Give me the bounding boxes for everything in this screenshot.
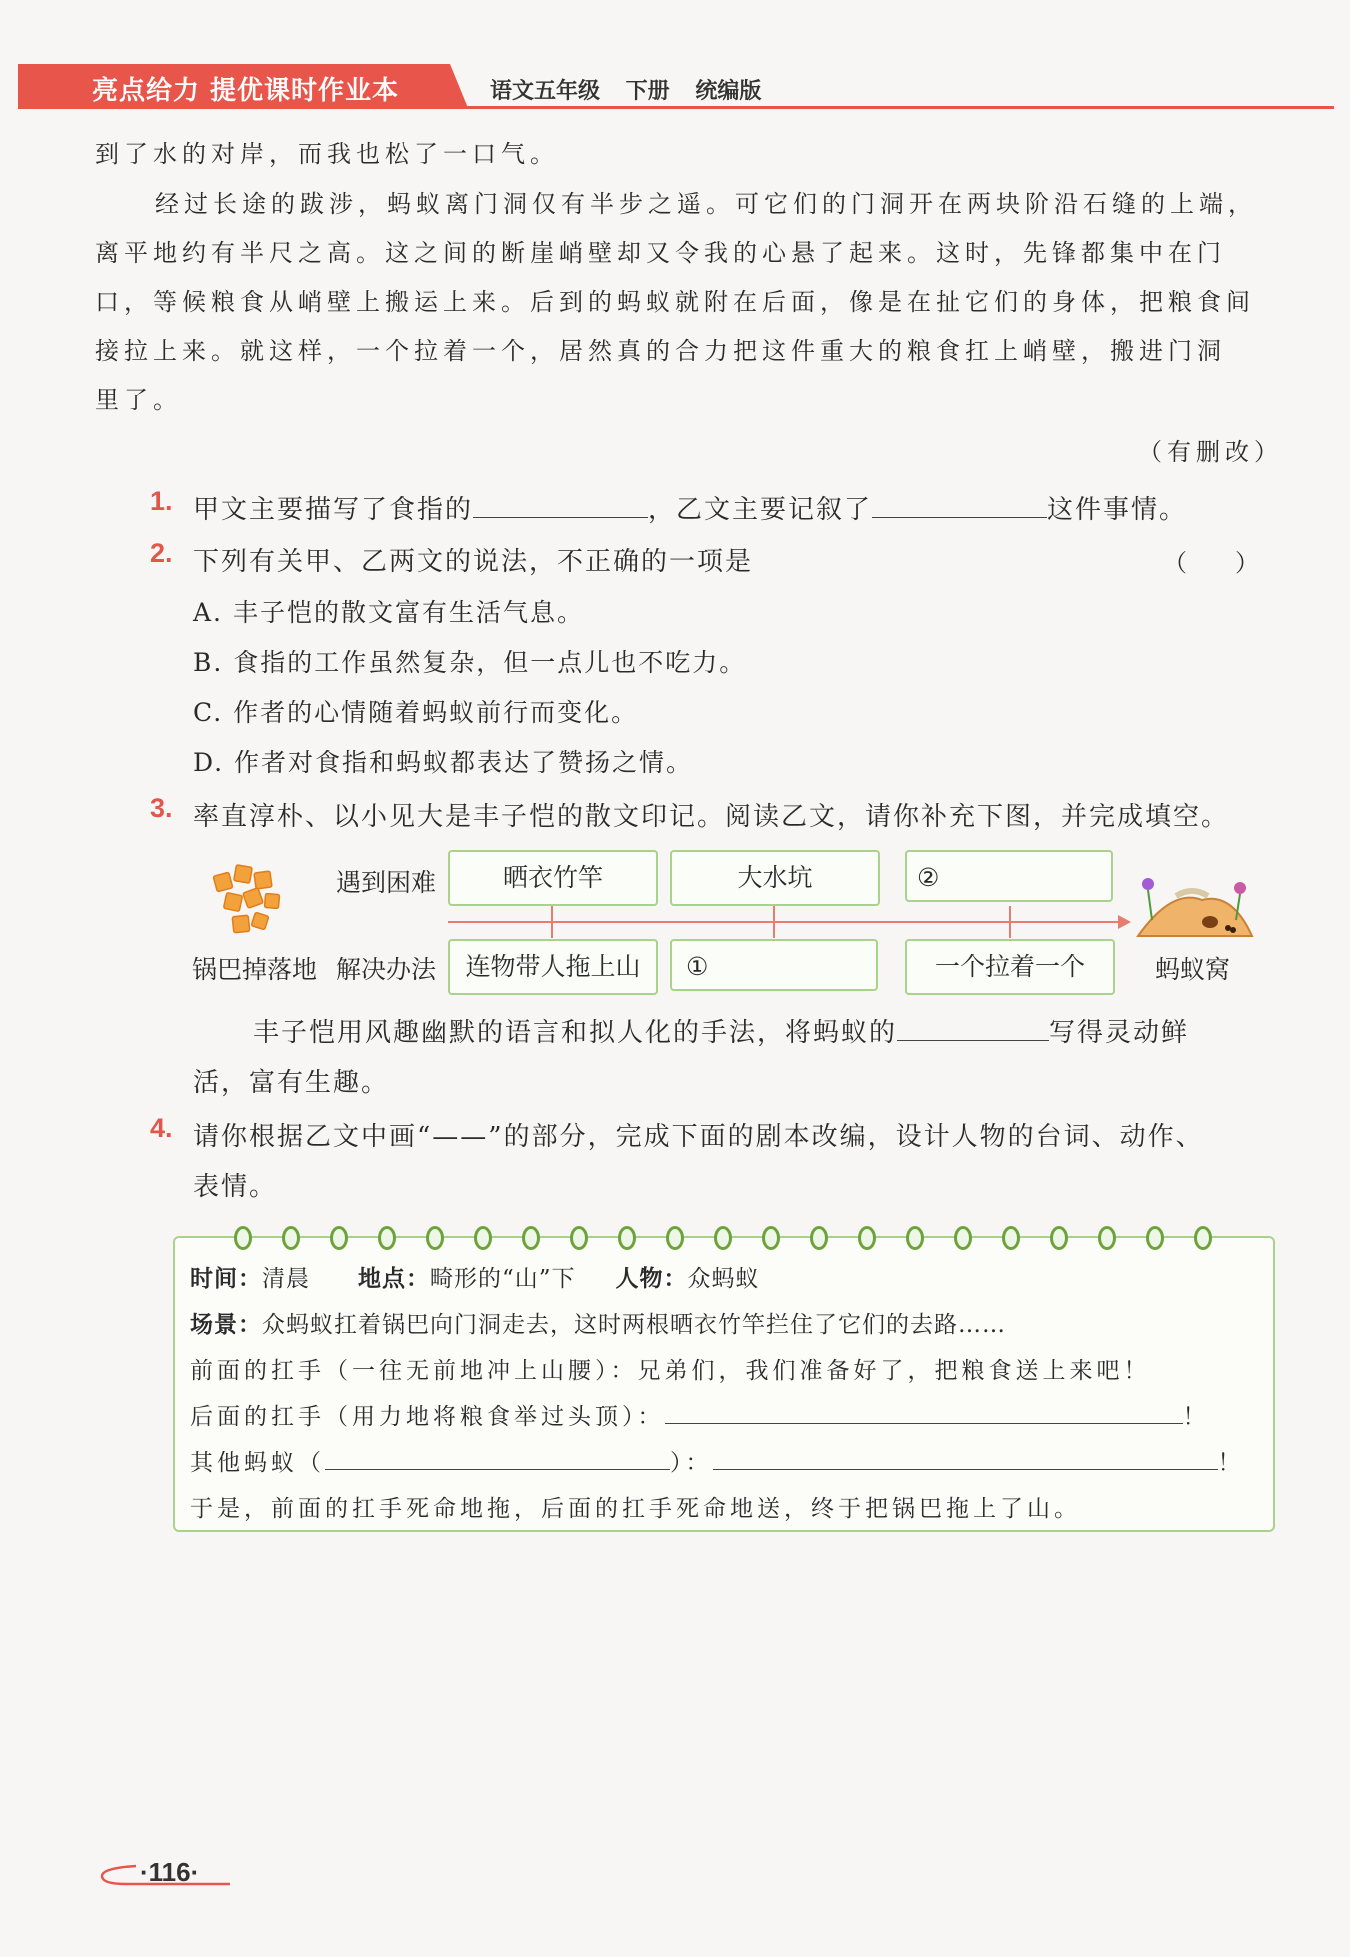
answer-blank[interactable]	[897, 1014, 1049, 1041]
ring-icon	[906, 1226, 924, 1250]
passage-line: 接拉上来。就这样，一个拉着一个，居然真的合力把这件重大的粮食扛上峭壁，搬进门洞	[95, 337, 1226, 365]
flow-arrow-line	[448, 921, 1120, 923]
connector	[1009, 906, 1011, 938]
book-info: 语文五年级 下册 统编版	[490, 79, 762, 104]
ring-icon	[426, 1226, 444, 1250]
q3-fill-c: 活，富有生趣。	[193, 1068, 390, 1098]
script-line-1: 前面的扛手（一往无前地冲上山腰）：兄弟们，我们准备好了，把粮食送上来吧！	[190, 1358, 1151, 1384]
character-value: 众蚂蚁	[687, 1266, 760, 1292]
connector	[551, 906, 553, 938]
script-line-3	[190, 1444, 1245, 1477]
time-label: 时间：	[190, 1266, 262, 1292]
q3-fill-a: 丰子恺用风趣幽默的语言和拟人化的手法，将蚂蚁的	[253, 1018, 898, 1048]
solution-box-3: 一个拉着一个	[905, 939, 1115, 995]
ring-icon	[618, 1226, 636, 1250]
passage-line: 口，等候粮食从峭壁上搬运上来。后到的蚂蚁就附在后面，像是在扯它们的身体，把粮食间	[95, 288, 1255, 316]
question-1	[193, 489, 1187, 526]
script-line-2	[190, 1398, 1210, 1431]
option-a: A. 丰子恺的散文富有生活气息。	[193, 598, 584, 627]
difficulty-box-2: 大水坑	[670, 850, 880, 906]
ring-icon	[570, 1226, 588, 1250]
row-label-solution: 解决办法	[336, 955, 437, 984]
ring-icon	[954, 1226, 972, 1250]
question-number: 1.	[150, 486, 173, 516]
solution-box-1: 连物带人拖上山	[448, 939, 658, 995]
place-value: 畸形的“山”下	[430, 1266, 576, 1292]
source-note: （有删改）	[1138, 438, 1283, 466]
ring-icon	[1002, 1226, 1020, 1250]
guoba-icon	[205, 860, 295, 946]
time-value: 清晨	[262, 1266, 310, 1292]
q3-fill-b: 写得灵动鲜	[1049, 1018, 1190, 1048]
script-line-3-close: ）：	[670, 1450, 713, 1476]
solution-box-blank-1[interactable]: ①	[670, 939, 878, 991]
option-d: D. 作者对食指和蚂蚁都表达了赞扬之情。	[193, 748, 694, 777]
passage-line: 到了水的对岸，而我也松了一口气。	[95, 140, 559, 168]
exclamation: ！	[1182, 1404, 1210, 1430]
question-4-line1: 请你根据乙文中画“——”的部分，完成下面的剧本改编，设计人物的台词、动作、	[193, 1122, 1204, 1152]
ring-icon	[1050, 1226, 1068, 1250]
place-label: 地点：	[358, 1266, 430, 1292]
option-b: B. 食指的工作虽然复杂，但一点儿也不吃力。	[193, 648, 747, 677]
end-label: 蚂蚁窝	[1155, 955, 1231, 984]
difficulty-box-blank-2[interactable]: ②	[905, 850, 1113, 902]
ring-icon	[858, 1226, 876, 1250]
passage-line: 经过长途的跋涉，蚂蚁离门洞仅有半步之遥。可它们的门洞开在两块阶沿石缝的上端，	[155, 190, 1257, 218]
question-number: 3.	[150, 793, 173, 823]
ring-icon	[234, 1226, 252, 1250]
script-line-3-open: 其他蚂蚁（	[190, 1450, 325, 1476]
answer-blank[interactable]	[473, 491, 648, 518]
character-label: 人物：	[615, 1266, 688, 1292]
scene-text: 众蚂蚁扛着锅巴向门洞走去，这时两根晒衣竹竿拦住了它们的去路……	[262, 1312, 1006, 1338]
question-3-text: 率直淳朴、以小见大是丰子恺的散文印记。阅读乙文，请你补充下图，并完成填空。	[193, 802, 1230, 832]
anthill-icon	[1132, 870, 1258, 942]
q1-text-b: ，乙文主要记叙了	[648, 495, 873, 525]
ring-icon	[714, 1226, 732, 1250]
exclamation: ！	[1217, 1450, 1245, 1476]
series-title: 亮点给力 提优课时作业本	[92, 76, 400, 106]
difficulty-box-1: 晒衣竹竿	[448, 850, 658, 906]
scene-label: 场景：	[190, 1312, 262, 1338]
answer-blank[interactable]	[872, 491, 1047, 518]
row-label-difficulty: 遇到困难	[336, 868, 437, 897]
ring-icon	[1194, 1226, 1212, 1250]
script-line-2-text: 后面的扛手（用力地将粮食举过头顶）：	[190, 1404, 665, 1430]
passage-line: 离平地约有半尺之高。这之间的断崖峭壁却又令我的心悬了起来。这时，先锋都集中在门	[95, 239, 1226, 267]
ring-icon	[666, 1226, 684, 1250]
question-number: 2.	[150, 538, 173, 568]
ring-icon	[282, 1226, 300, 1250]
start-label: 锅巴掉落地	[192, 955, 318, 984]
ring-icon	[474, 1226, 492, 1250]
q1-text-a: 甲文主要描写了食指的	[193, 495, 474, 525]
question-2-text: 下列有关甲、乙两文的说法，不正确的一项是	[193, 547, 754, 577]
question-4-line2: 表情。	[193, 1172, 278, 1202]
script-meta	[190, 1260, 760, 1293]
page-number: ·116·	[140, 1857, 200, 1887]
arrow-head-icon	[1118, 915, 1131, 929]
script-scene	[190, 1306, 1006, 1339]
ring-icon	[1146, 1226, 1164, 1250]
ring-icon	[522, 1226, 540, 1250]
ring-icon	[762, 1226, 780, 1250]
passage-line: 里了。	[95, 386, 182, 414]
q1-text-c: 这件事情。	[1047, 495, 1188, 525]
connector	[773, 906, 775, 938]
q3-fill	[253, 1012, 1189, 1049]
option-c: C. 作者的心情随着蚂蚁前行而变化。	[193, 698, 639, 727]
answer-paren[interactable]: （ ）	[1163, 549, 1259, 577]
ring-icon	[1098, 1226, 1116, 1250]
dialogue-blank[interactable]	[665, 1401, 1183, 1424]
dialogue-blank[interactable]	[713, 1447, 1218, 1470]
script-line-4: 于是，前面的扛手死命地拖，后面的扛手死命地送，终于把锅巴拖上了山。	[190, 1496, 1081, 1522]
question-number: 4.	[150, 1113, 173, 1143]
ring-icon	[810, 1226, 828, 1250]
action-blank[interactable]	[325, 1447, 670, 1470]
ring-icon	[378, 1226, 396, 1250]
ring-icon	[330, 1226, 348, 1250]
